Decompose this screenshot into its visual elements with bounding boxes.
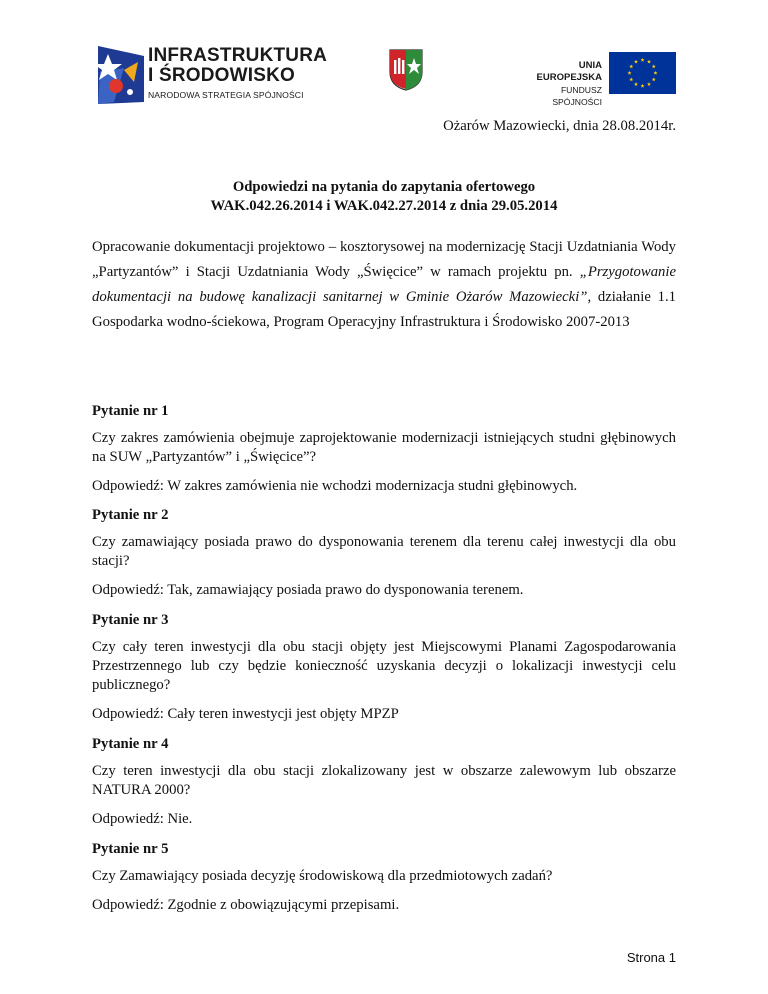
eu-fund-logo — [512, 52, 676, 107]
title-line1: Odpowiedzi na pytania do zapytania ofertowego — [232, 179, 536, 195]
question-text: Czy Zamawiający posiada decyzję środowiskową dla przedmiotowych zadań? — [92, 868, 553, 884]
document-title — [92, 178, 676, 216]
ozarow-crest — [388, 48, 424, 92]
coat-of-arms-icon — [388, 48, 424, 92]
intro-project-name: „Przygotowanie dokumentacji na budowę kanalizacji sanitarnej w Gminie Ożarów Mazowiecki” — [92, 264, 676, 305]
eu-line2: FUNDUSZ SPÓJNOŚCI — [552, 85, 602, 107]
question-block-5 — [92, 840, 676, 915]
question-heading: Pytanie nr 4 — [92, 736, 169, 752]
infrastruktura-logo — [94, 42, 328, 108]
logo-left-line3: NARODOWA STRATEGIA SPÓJNOŚCI — [148, 90, 304, 100]
question-heading: Pytanie nr 5 — [92, 841, 169, 857]
page-number: Strona 1 — [626, 950, 676, 965]
question-block-2 — [92, 506, 676, 600]
logo-left-line1: INFRASTRUKTURA — [148, 45, 328, 66]
question-heading: Pytanie nr 2 — [92, 507, 169, 523]
intro-part1: Opracowanie dokumentacji projektowo – kosztorysowej na modernizację Stacji Uzdatniania Wody „Partyzantów” i Stacji Uzdatniania Wody „Święcice” w ramach projektu pn. — [92, 239, 676, 280]
question-block-3 — [92, 611, 676, 724]
question-text: Czy cały teren inwestycji dla obu stacji objęty jest Miejscowymi Planami Zagospodarowania Przestrzennego lub czy będzie konieczność uzyskania decyzji o lokalizacji inwestycji celu publicznego? — [92, 639, 676, 693]
answer-text: Odpowiedź: Zgodnie z obowiązującymi przepisami. — [92, 897, 400, 913]
intro-paragraph — [92, 235, 676, 335]
intro-part2: , działanie 1.1 Gospodarka wodno-ściekowa, Program Operacyjny Infrastruktura i Środowisko 2007-2013 — [92, 289, 676, 330]
document-date: Ożarów Mazowiecki, dnia 28.08.2014r. — [443, 118, 676, 134]
logo-left-line2: I ŚRODOWISKO — [148, 65, 296, 86]
answer-text: Odpowiedź: Cały teren inwestycji jest objęty MPZP — [92, 706, 399, 722]
question-text: Czy zakres zamówienia obejmuje zaprojektowanie modernizacji istniejących studni głębinowych na SUW „Partyzantów” i „Święcice”? — [92, 430, 676, 465]
answer-text: Odpowiedź: Tak, zamawiający posiada prawo do dysponowania terenem. — [92, 582, 524, 598]
question-heading: Pytanie nr 3 — [92, 612, 169, 628]
question-block-1 — [92, 402, 676, 496]
question-text: Czy teren inwestycji dla obu stacji zlokalizowany jest w obszarze zalewowym lub obszarze NATURA 2000? — [92, 763, 676, 798]
answer-text: Odpowiedź: W zakres zamówienia nie wchodzi modernizacja studni głębinowych. — [92, 478, 578, 494]
eu-line1: UNIA EUROPEJSKA — [536, 60, 602, 83]
question-block-4 — [92, 735, 676, 829]
infrastruktura-emblem-icon — [94, 42, 148, 108]
title-line2: WAK.042.26.2014 i WAK.042.27.2014 z dnia 29.05.2014 — [210, 198, 558, 214]
question-text: Czy zamawiający posiada prawo do dysponowania terenem dla terenu całej inwestycji dla obu stacji? — [92, 534, 676, 569]
question-heading: Pytanie nr 1 — [92, 403, 169, 419]
eu-flag-icon — [609, 52, 676, 94]
answer-text: Odpowiedź: Nie. — [92, 811, 193, 827]
